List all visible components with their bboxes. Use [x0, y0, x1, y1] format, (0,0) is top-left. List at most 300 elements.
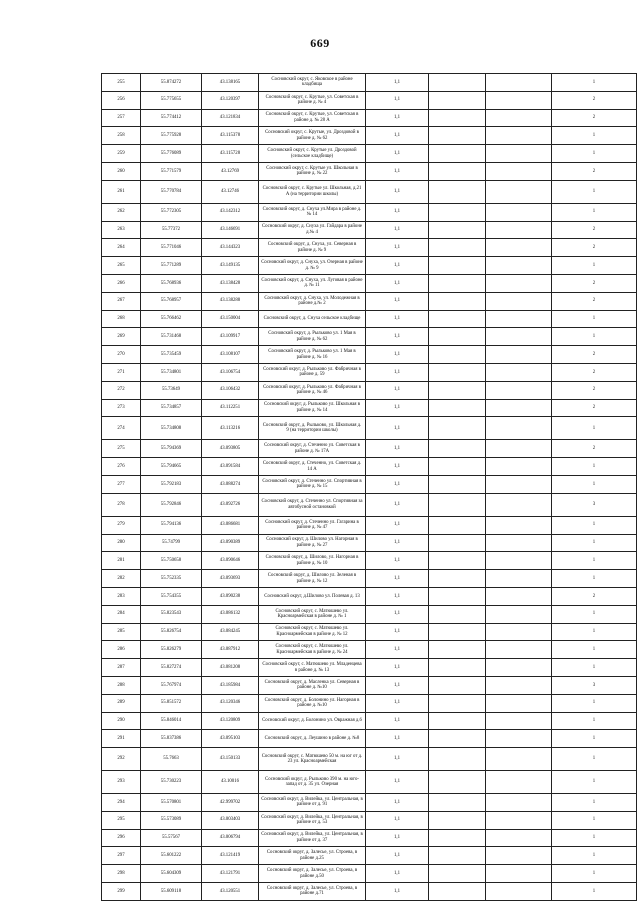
empty-cell-c: [486, 328, 552, 346]
empty-cell-c: [486, 516, 552, 534]
container-count-cell: 1: [552, 712, 637, 730]
container-count-cell: 1: [552, 659, 637, 677]
table-row: [102, 516, 637, 534]
address-cell: Сосновский округ, д. Снуха ул. Гайдара в районе д.№ 4: [259, 221, 366, 239]
address-cell: Сосновский округ, д. Залесье, ул. Строева, в районе д.71: [259, 883, 366, 901]
container-count-cell: 1: [552, 257, 637, 275]
latitude-cell: 55.792846: [141, 493, 202, 516]
container-count-cell: 2: [552, 292, 637, 310]
row-number-cell: 261: [102, 180, 141, 203]
latitude-cell: 55.851572: [141, 694, 202, 712]
container-count-cell: 2: [552, 399, 637, 417]
longitude-cell: 43.10016: [202, 771, 259, 794]
latitude-cell: 55.604309: [141, 865, 202, 883]
container-count-cell: 1: [552, 771, 637, 794]
empty-cell-b: [429, 458, 486, 476]
area-cell: 1,1: [366, 363, 429, 381]
empty-cell-c: [486, 162, 552, 180]
empty-cell-c: [486, 641, 552, 659]
empty-cell-b: [429, 730, 486, 748]
row-number-cell: 273: [102, 399, 141, 417]
empty-cell-c: [486, 694, 552, 712]
empty-cell-c: [486, 458, 552, 476]
area-cell: 1,1: [366, 180, 429, 203]
row-number-cell: 272: [102, 381, 141, 399]
container-count-cell: 1: [552, 623, 637, 641]
row-number-cell: 285: [102, 623, 141, 641]
table-row: [102, 659, 637, 677]
row-number-cell: 260: [102, 162, 141, 180]
longitude-cell: 43.093805: [202, 440, 259, 458]
table-row: [102, 883, 637, 901]
table-row: [102, 363, 637, 381]
empty-cell-b: [429, 310, 486, 328]
area-cell: 1,1: [366, 274, 429, 292]
longitude-cell: 43.106432: [202, 381, 259, 399]
table-row: [102, 865, 637, 883]
address-cell: Сосновский округ, с. Крутые ул. Школьная в районе д. № 22: [259, 162, 366, 180]
row-number-cell: 275: [102, 440, 141, 458]
empty-cell-b: [429, 221, 486, 239]
area-cell: 1,1: [366, 127, 429, 145]
table-row: [102, 346, 637, 364]
container-count-cell: 1: [552, 203, 637, 221]
latitude-cell: 55.772305: [141, 203, 202, 221]
longitude-cell: 43.138428: [202, 274, 259, 292]
area-cell: 1,1: [366, 203, 429, 221]
longitude-cell: 43.138288: [202, 292, 259, 310]
latitude-cell: 55.776089: [141, 145, 202, 163]
latitude-cell: 55.771046: [141, 239, 202, 257]
empty-cell-c: [486, 257, 552, 275]
area-cell: 1,1: [366, 811, 429, 829]
empty-cell-c: [486, 74, 552, 92]
latitude-cell: 55.766462: [141, 310, 202, 328]
container-count-cell: 2: [552, 239, 637, 257]
row-number-cell: 299: [102, 883, 141, 901]
row-number-cell: 266: [102, 274, 141, 292]
row-number-cell: 276: [102, 458, 141, 476]
row-number-cell: 269: [102, 328, 141, 346]
row-number-cell: 264: [102, 239, 141, 257]
address-cell: Сосновский округ, д. Леушино в районе д. №8: [259, 730, 366, 748]
longitude-cell: 43.081208: [202, 659, 259, 677]
longitude-cell: 43.091584: [202, 458, 259, 476]
latitude-cell: 55.794136: [141, 516, 202, 534]
area-cell: 1,1: [366, 676, 429, 694]
latitude-cell: 55.768957: [141, 292, 202, 310]
empty-cell-c: [486, 399, 552, 417]
empty-cell-c: [486, 605, 552, 623]
area-cell: 1,1: [366, 712, 429, 730]
empty-cell-c: [486, 381, 552, 399]
longitude-cell: 43.093693: [202, 570, 259, 588]
row-number-cell: 284: [102, 605, 141, 623]
container-count-cell: 1: [552, 328, 637, 346]
empty-cell-c: [486, 239, 552, 257]
container-count-cell: 1: [552, 865, 637, 883]
empty-cell-c: [486, 771, 552, 794]
container-count-cell: 1: [552, 748, 637, 771]
area-cell: 1,1: [366, 847, 429, 865]
address-cell: Сосновский округ, с. Матюшево ул. Красноармейская в районе д. № 12: [259, 623, 366, 641]
empty-cell-b: [429, 109, 486, 127]
empty-cell-c: [486, 748, 552, 771]
empty-cell-b: [429, 694, 486, 712]
container-count-cell: 1: [552, 883, 637, 901]
row-number-cell: 263: [102, 221, 141, 239]
longitude-cell: 43.088274: [202, 475, 259, 493]
longitude-cell: 43.006794: [202, 829, 259, 847]
empty-cell-c: [486, 570, 552, 588]
table-row: [102, 74, 637, 92]
address-cell: Сосновский округ, д. Снуха ул.Мира в районе д. № 14: [259, 203, 366, 221]
area-cell: 1,1: [366, 221, 429, 239]
address-cell: Сосновский округ, д. Снуха сельское кладбище: [259, 310, 366, 328]
empty-cell-b: [429, 363, 486, 381]
address-cell: Сосновский округ, д. Залесье, ул. Строева, в районе д.25: [259, 847, 366, 865]
empty-cell-c: [486, 712, 552, 730]
latitude-cell: 55.570801: [141, 794, 202, 812]
address-cell: Сосновский округ, с. Крутые, ул. Советская в районе д. № 28 А: [259, 109, 366, 127]
latitude-cell: 55.771579: [141, 162, 202, 180]
container-count-cell: 1: [552, 458, 637, 476]
table-row: [102, 605, 637, 623]
latitude-cell: 55.730223: [141, 771, 202, 794]
table-row: [102, 623, 637, 641]
longitude-cell: 43.115378: [202, 127, 259, 145]
row-number-cell: 265: [102, 257, 141, 275]
table-row: [102, 180, 637, 203]
registry-table: [101, 73, 637, 901]
table-row: [102, 328, 637, 346]
address-cell: Сосновский округ, с. Матюшево ул. Красноармейская в районе д. № 1: [259, 605, 366, 623]
address-cell: Сосновский округ, д. Болонино ул. Нагорная в районе д. №10: [259, 694, 366, 712]
longitude-cell: 43.108107: [202, 346, 259, 364]
container-count-cell: 2: [552, 381, 637, 399]
latitude-cell: 55.734857: [141, 399, 202, 417]
address-cell: Сосновский округ, д. Стеченно ул. Гагарина в районе д. № 47: [259, 516, 366, 534]
empty-cell-b: [429, 811, 486, 829]
address-cell: Сосновский округ, д. Залесье, ул. Строева, в районе д.50: [259, 865, 366, 883]
container-count-cell: 2: [552, 221, 637, 239]
empty-cell-b: [429, 829, 486, 847]
longitude-cell: 43.142312: [202, 203, 259, 221]
table-row: [102, 534, 637, 552]
empty-cell-c: [486, 534, 552, 552]
area-cell: 1,1: [366, 109, 429, 127]
address-cell: Сосновский округ, д. Рыльково, ул. Школьная д. 9 (на территории школы): [259, 417, 366, 440]
latitude-cell: 55.750658: [141, 552, 202, 570]
latitude-cell: 55.775928: [141, 127, 202, 145]
area-cell: 1,1: [366, 748, 429, 771]
area-cell: 1,1: [366, 328, 429, 346]
row-number-cell: 293: [102, 771, 141, 794]
area-cell: 1,1: [366, 659, 429, 677]
latitude-cell: 55.74799: [141, 534, 202, 552]
longitude-cell: 43.120397: [202, 91, 259, 109]
empty-cell-c: [486, 730, 552, 748]
address-cell: Сосновский округ, д. Рыльково ул. Фабричная в районе д. № 46: [259, 381, 366, 399]
row-number-cell: 294: [102, 794, 141, 812]
table-row: [102, 552, 637, 570]
empty-cell-c: [486, 127, 552, 145]
longitude-cell: 43.086132: [202, 605, 259, 623]
empty-cell-c: [486, 623, 552, 641]
table-row: [102, 399, 637, 417]
table-row: [102, 811, 637, 829]
empty-cell-b: [429, 91, 486, 109]
container-count-cell: 1: [552, 730, 637, 748]
empty-cell-b: [429, 712, 486, 730]
area-cell: 1,1: [366, 605, 429, 623]
empty-cell-c: [486, 346, 552, 364]
address-cell: Сосновский округ, д. Стеченно ул. Спортивная за автобусной остановкой: [259, 493, 366, 516]
longitude-cell: 43.120551: [202, 883, 259, 901]
table-row: [102, 641, 637, 659]
address-cell: Сосновский округ, д. Вилейка, ул. Центральная, в районе от д. 91: [259, 794, 366, 812]
empty-cell-c: [486, 883, 552, 901]
area-cell: 1,1: [366, 162, 429, 180]
table-row: [102, 829, 637, 847]
container-count-cell: 1: [552, 475, 637, 493]
latitude-cell: 55.73649: [141, 381, 202, 399]
container-count-cell: 1: [552, 694, 637, 712]
empty-cell-c: [486, 493, 552, 516]
empty-cell-b: [429, 162, 486, 180]
table-row: [102, 847, 637, 865]
row-number-cell: 257: [102, 109, 141, 127]
row-number-cell: 279: [102, 516, 141, 534]
row-number-cell: 291: [102, 730, 141, 748]
latitude-cell: 55.7663: [141, 748, 202, 771]
latitude-cell: 55.846014: [141, 712, 202, 730]
latitude-cell: 55.874272: [141, 74, 202, 92]
address-cell: Сосновский округ, с. Крутые, ул. Дроздовой в районе д. № 62: [259, 127, 366, 145]
address-cell: Сосновский округ, д. Стеченно, ул. Советская д. 14 А: [259, 458, 366, 476]
empty-cell-c: [486, 440, 552, 458]
longitude-cell: 43.185984: [202, 676, 259, 694]
table-row: [102, 292, 637, 310]
area-cell: 1,1: [366, 794, 429, 812]
table-row: [102, 145, 637, 163]
empty-cell-c: [486, 274, 552, 292]
area-cell: 1,1: [366, 440, 429, 458]
empty-cell-b: [429, 328, 486, 346]
longitude-cell: 43.113216: [202, 417, 259, 440]
address-cell: Сосновский округ, д. Рыльково ул. Школьная в районе д. № 14: [259, 399, 366, 417]
row-number-cell: 255: [102, 74, 141, 92]
empty-cell-b: [429, 534, 486, 552]
row-number-cell: 256: [102, 91, 141, 109]
row-number-cell: 296: [102, 829, 141, 847]
area-cell: 1,1: [366, 730, 429, 748]
empty-cell-b: [429, 257, 486, 275]
latitude-cell: 55.771289: [141, 257, 202, 275]
longitude-cell: 43.12769: [202, 162, 259, 180]
row-number-cell: 262: [102, 203, 141, 221]
empty-cell-b: [429, 274, 486, 292]
longitude-cell: 43.115728: [202, 145, 259, 163]
longitude-cell: 43.112251: [202, 399, 259, 417]
longitude-cell: 43.149135: [202, 257, 259, 275]
table-row: [102, 239, 637, 257]
area-cell: 1,1: [366, 694, 429, 712]
row-number-cell: 271: [102, 363, 141, 381]
empty-cell-c: [486, 676, 552, 694]
area-cell: 1,1: [366, 417, 429, 440]
latitude-cell: 55.774412: [141, 109, 202, 127]
empty-cell-c: [486, 552, 552, 570]
area-cell: 1,1: [366, 516, 429, 534]
address-cell: Сосновский округ, д. Шилово, ул. Нагорная в районе д. № 10: [259, 552, 366, 570]
empty-cell-b: [429, 381, 486, 399]
row-number-cell: 277: [102, 475, 141, 493]
empty-cell-b: [429, 180, 486, 203]
row-number-cell: 292: [102, 748, 141, 771]
empty-cell-b: [429, 641, 486, 659]
table-row: [102, 475, 637, 493]
longitude-cell: 43.087912: [202, 641, 259, 659]
container-count-cell: 1: [552, 605, 637, 623]
empty-cell-b: [429, 145, 486, 163]
container-count-cell: 1: [552, 180, 637, 203]
table-row: [102, 91, 637, 109]
page-number: 669: [310, 36, 330, 50]
area-cell: 1,1: [366, 587, 429, 605]
area-cell: 1,1: [366, 570, 429, 588]
latitude-cell: 55.57567: [141, 829, 202, 847]
empty-cell-c: [486, 180, 552, 203]
empty-cell-b: [429, 587, 486, 605]
address-cell: Сосновский округ, с. Крутые ул. Школьная, д.21 А (на территории школы): [259, 180, 366, 203]
empty-cell-c: [486, 203, 552, 221]
table-row: [102, 440, 637, 458]
empty-cell-b: [429, 623, 486, 641]
container-count-cell: 1: [552, 847, 637, 865]
area-cell: 1,1: [366, 641, 429, 659]
empty-cell-b: [429, 570, 486, 588]
longitude-cell: 43.138165: [202, 74, 259, 92]
latitude-cell: 55.573089: [141, 811, 202, 829]
area-cell: 1,1: [366, 623, 429, 641]
area-cell: 1,1: [366, 91, 429, 109]
area-cell: 1,1: [366, 458, 429, 476]
container-count-cell: 1: [552, 417, 637, 440]
latitude-cell: 55.770784: [141, 180, 202, 203]
table-row: [102, 127, 637, 145]
table-row: [102, 109, 637, 127]
row-number-cell: 298: [102, 865, 141, 883]
area-cell: 1,1: [366, 399, 429, 417]
row-number-cell: 281: [102, 552, 141, 570]
table-row: [102, 458, 637, 476]
empty-cell-c: [486, 91, 552, 109]
row-number-cell: 288: [102, 676, 141, 694]
row-number-cell: 286: [102, 641, 141, 659]
table-row: [102, 257, 637, 275]
latitude-cell: 55.768936: [141, 274, 202, 292]
address-cell: Сосновский округ, д. Снуха, ул. Молодежная в районе д.№ 2: [259, 292, 366, 310]
area-cell: 1,1: [366, 865, 429, 883]
empty-cell-b: [429, 676, 486, 694]
table-row: [102, 712, 637, 730]
empty-cell-b: [429, 516, 486, 534]
address-cell: Сосновский округ, с. Матюшево ул. Младенцева в районе д. № 13: [259, 659, 366, 677]
row-number-cell: 270: [102, 346, 141, 364]
table-row: [102, 570, 637, 588]
row-number-cell: 283: [102, 587, 141, 605]
row-number-cell: 280: [102, 534, 141, 552]
area-cell: 1,1: [366, 346, 429, 364]
address-cell: Сосновский округ, д. Шилово ул. Нагорная в районе д. № 27: [259, 534, 366, 552]
row-number-cell: 268: [102, 310, 141, 328]
address-cell: Сосновский округ, д. Стеченно ул. Советская в районе д. № 17А: [259, 440, 366, 458]
empty-cell-b: [429, 659, 486, 677]
area-cell: 1,1: [366, 145, 429, 163]
latitude-cell: 55.826754: [141, 623, 202, 641]
latitude-cell: 55.609118: [141, 883, 202, 901]
empty-cell-c: [486, 292, 552, 310]
table-row: [102, 221, 637, 239]
latitude-cell: 55.752335: [141, 570, 202, 588]
table-row: [102, 694, 637, 712]
address-cell: Сосновский округ, с. Матюшево 50 м. на юг от д. 23 ул. Красноармейская: [259, 748, 366, 771]
empty-cell-b: [429, 493, 486, 516]
row-number-cell: 278: [102, 493, 141, 516]
longitude-cell: 43.095103: [202, 730, 259, 748]
table-row: [102, 162, 637, 180]
table-row: [102, 587, 637, 605]
area-cell: 1,1: [366, 552, 429, 570]
longitude-cell: 43.086681: [202, 516, 259, 534]
longitude-cell: 43.092726: [202, 493, 259, 516]
empty-cell-b: [429, 748, 486, 771]
table-row: [102, 381, 637, 399]
area-cell: 1,1: [366, 292, 429, 310]
latitude-cell: 55.601222: [141, 847, 202, 865]
table-row: [102, 493, 637, 516]
longitude-cell: 43.121419: [202, 847, 259, 865]
latitude-cell: 55.731468: [141, 328, 202, 346]
area-cell: 1,1: [366, 829, 429, 847]
empty-cell-b: [429, 203, 486, 221]
empty-cell-b: [429, 883, 486, 901]
address-cell: Сосновский округ, д. Вилейка, ул. Центральная, в районе от д. 37: [259, 829, 366, 847]
latitude-cell: 55.767974: [141, 676, 202, 694]
container-count-cell: 3: [552, 676, 637, 694]
empty-cell-c: [486, 221, 552, 239]
empty-cell-b: [429, 771, 486, 794]
address-cell: Сосновский округ, д. Болонино ул. Овражная д.6: [259, 712, 366, 730]
empty-cell-b: [429, 127, 486, 145]
empty-cell-b: [429, 605, 486, 623]
row-number-cell: 287: [102, 659, 141, 677]
row-number-cell: 282: [102, 570, 141, 588]
address-cell: Сосновский округ, д. Рыльково 390 м. на юго-запад от д. 35 ул. Озерная: [259, 771, 366, 794]
latitude-cell: 55.827274: [141, 659, 202, 677]
area-cell: 1,1: [366, 475, 429, 493]
table-row: [102, 417, 637, 440]
empty-cell-c: [486, 475, 552, 493]
longitude-cell: 43.090389: [202, 534, 259, 552]
area-cell: 1,1: [366, 257, 429, 275]
empty-cell-b: [429, 794, 486, 812]
container-count-cell: 2: [552, 587, 637, 605]
longitude-cell: 43.003403: [202, 811, 259, 829]
longitude-cell: 43.146691: [202, 221, 259, 239]
latitude-cell: 55.734801: [141, 363, 202, 381]
